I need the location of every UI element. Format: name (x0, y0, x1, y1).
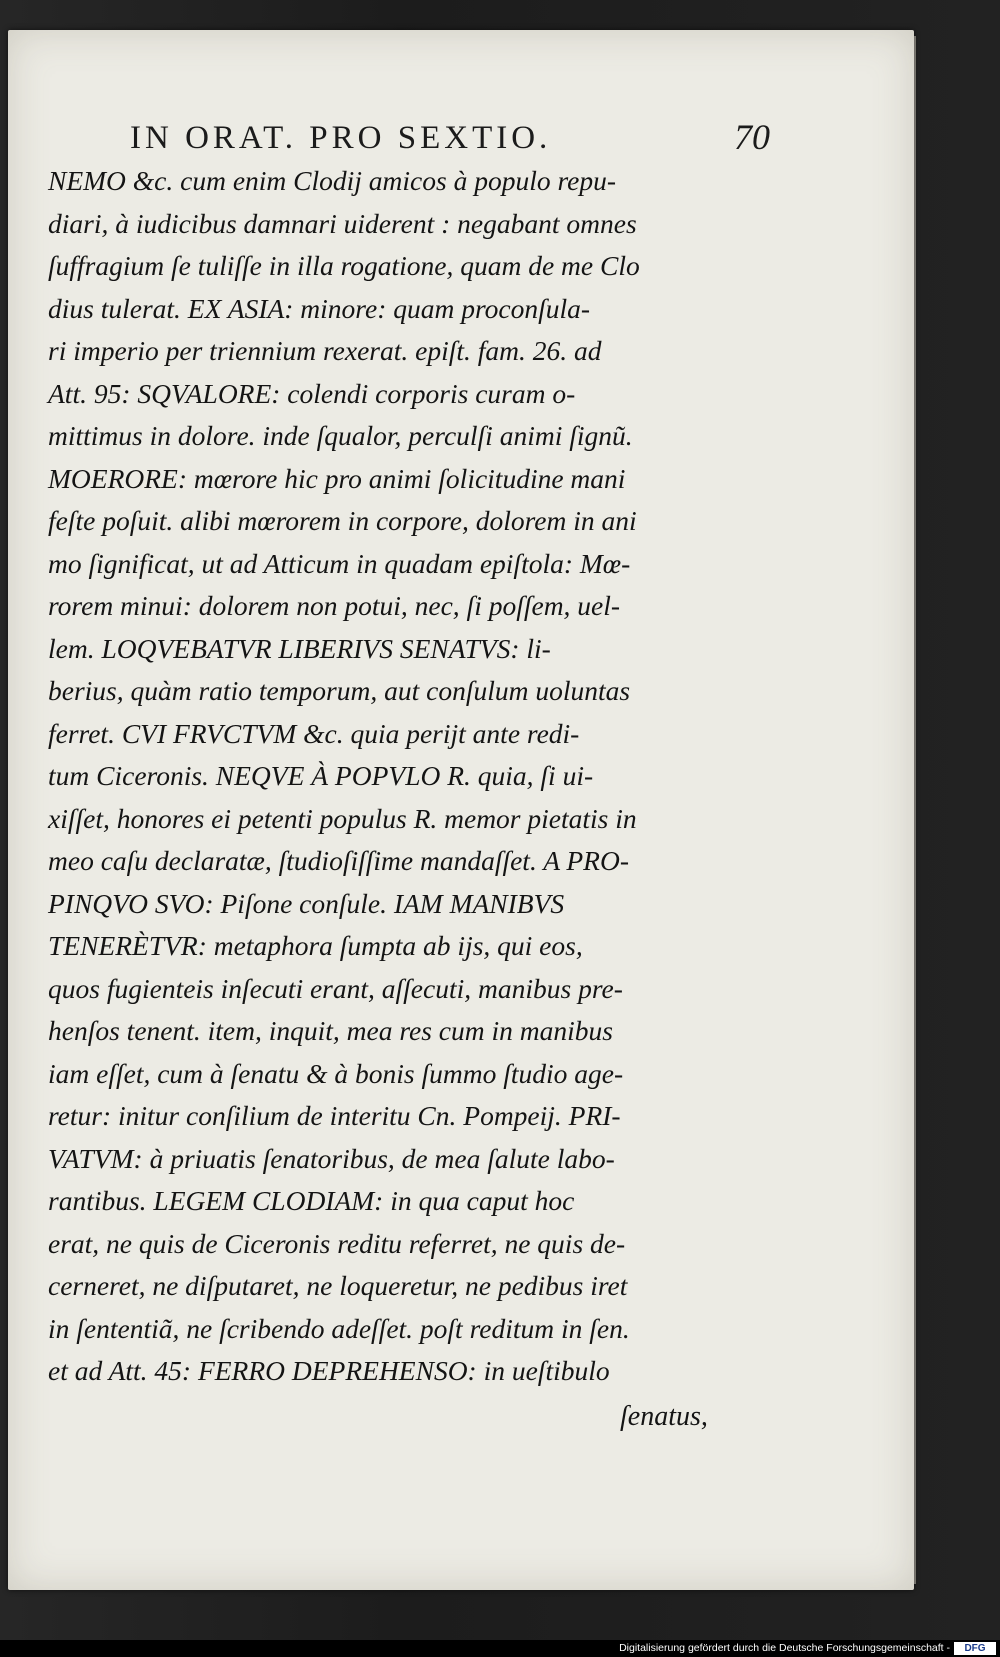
text-line: mittimus in dolore. inde ſqualor, perculſi animi ſignũ. (48, 420, 633, 451)
catchword: ſenatus, (620, 1401, 708, 1432)
text-line: rantibus. LEGEM CLODIAM: in qua caput hoc (48, 1185, 575, 1216)
text-line: berius, quàm ratio temporum, aut conſulum uoluntas (48, 675, 631, 706)
text-line: rorem minui: dolorem non potui, nec, ſi poſſem, uel- (48, 590, 621, 621)
text-line: mo ſignificat, ut ad Atticum in quadam epiſtola: Mœ- (48, 547, 631, 579)
text-line: PINQVO SVO: Piſone conſule. IAM MANIBVS (48, 887, 565, 919)
text-line: xiſſet, honores ei petenti populus R. memor pietatis in (48, 802, 637, 834)
text-line: MOERORE: mœrore hic pro animi ſolicitudine mani (48, 462, 626, 494)
text-line: VATVM: à priuatis ſenatoribus, de mea ſalute labo- (48, 1142, 615, 1174)
page-header (130, 116, 770, 166)
text-line: iam eſſet, cum à ſenatu & à bonis ſummo ſtudio age- (48, 1057, 624, 1089)
text-line: et ad Att. 45: FERRO DEPREHENSO: in ueſtibulo (48, 1355, 610, 1386)
funding-credit: Digitalisierung gefördert durch die Deutsche Forschungsgemeinschaft - (619, 1642, 950, 1654)
text-line: erat, ne quis de Ciceronis reditu referret, ne quis de- (48, 1227, 626, 1259)
page-number: 70 (734, 117, 770, 157)
text-line: ri imperio per triennium rexerat. epiſt. fam. 26. ad (48, 335, 602, 366)
text-line: dius tulerat. EX ASIA: minore: quam proconſula- (48, 292, 591, 324)
text-line: diari, à iudicibus damnari uiderent : negabant omnes (48, 207, 637, 239)
text-line: TENERÈTVR: metaphora ſumpta ab ijs, qui eos, (48, 930, 583, 961)
dfg-logo: DFG (954, 1642, 996, 1655)
text-line: NEMO &c. cum enim Clodij amicos à populo repu- (48, 165, 617, 196)
text-line: henſos tenent. item, inquit, mea res cum in manibus (48, 1015, 613, 1046)
text-line: in ſententiã, ne ſcribendo adeſſet. poſt reditum in ſen. (48, 1312, 630, 1344)
text-line: retur: initur conſilium de interitu Cn. Pompeij. PRI- (48, 1100, 621, 1131)
text-line: meo caſu declaratæ, ſtudioſiſſime mandaſſet. A PRO- (48, 845, 629, 876)
text-line: tum Ciceronis. NEQVE À POPVLO R. quia, ſi ui- (48, 760, 594, 791)
commentary-text (48, 160, 760, 1393)
running-title: IN ORAT. PRO SEXTIO. (130, 120, 552, 156)
text-line: lem. LOQVEBATVR LIBERIVS SENATVS: li- (48, 632, 551, 664)
text-line: cerneret, ne diſputaret, ne loqueretur, ne pedibus iret (48, 1270, 628, 1301)
text-line: feſte poſuit. alibi mœrorem in corpore, dolorem in ani (48, 505, 637, 536)
text-line: quos fugienteis inſecuti erant, aſſecuti, manibus pre- (48, 972, 623, 1004)
text-line: Att. 95: SQVALORE: colendi corporis curam o- (48, 377, 576, 409)
text-line: ſuffragium ſe tuliſſe in illa rogatione, quam de me Clo (48, 250, 640, 281)
text-line: ferret. CVI FRVCTVM &c. quia perijt ante redi- (48, 717, 580, 749)
